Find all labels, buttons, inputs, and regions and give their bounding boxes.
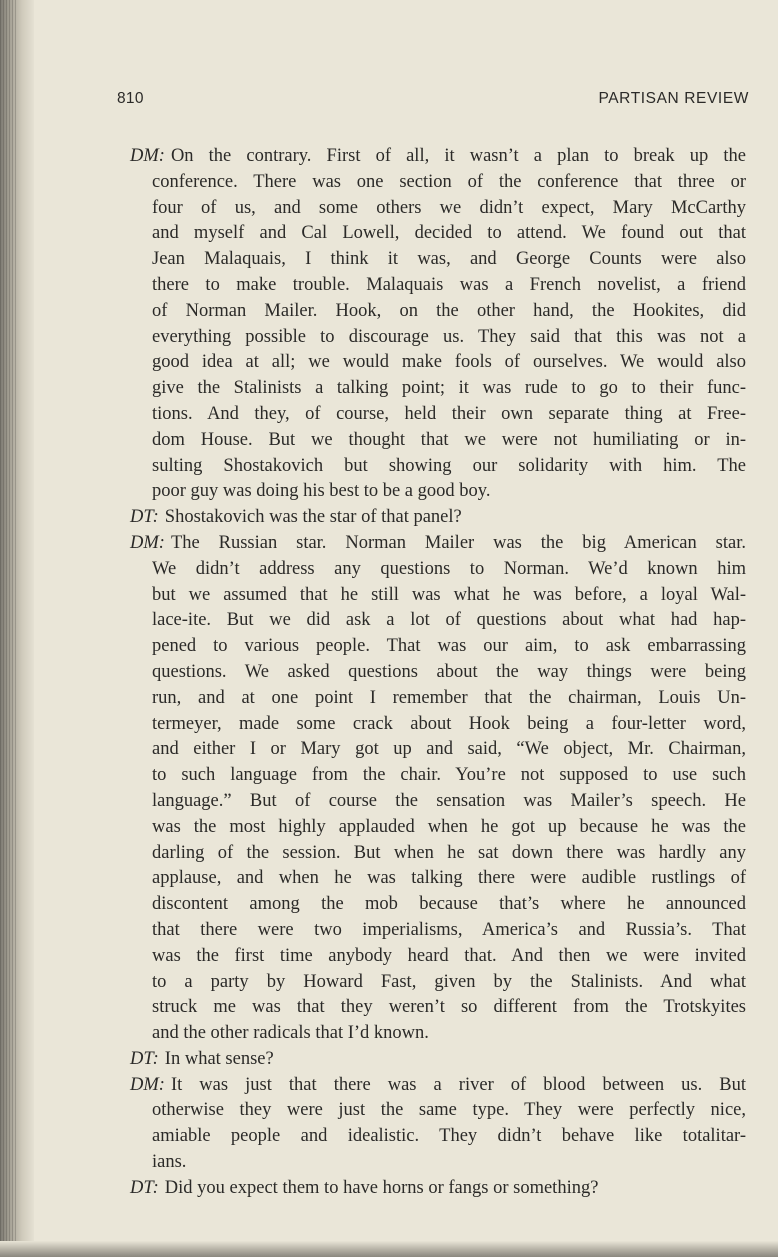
text-line [130, 1073, 746, 1099]
interview-exchange [130, 505, 746, 531]
line-text: It was just that there was a river of blood between us. But [170, 1074, 746, 1095]
text-line [152, 221, 746, 247]
line-text: and either I or Mary got up and said, “We object, Mr. Chairman, [152, 739, 746, 760]
line-text: termeyer, made some crack about Hook being a four-letter word, [152, 713, 746, 734]
text-line [152, 479, 746, 505]
interview-exchange [130, 1047, 746, 1073]
speaker-label: DT: [130, 507, 159, 528]
line-text: poor guy was doing his best to be a good boy. [152, 481, 491, 502]
text-line [152, 944, 746, 970]
text-line [130, 505, 746, 531]
interview-exchange [130, 1073, 746, 1176]
line-text: but we assumed that he still was what he was before, a loyal Wal- [152, 584, 746, 605]
text-line [152, 995, 746, 1021]
line-text: that there were two imperialisms, America’s and Russia’s. That [152, 919, 746, 940]
line-text: run, and at one point I remember that the chairman, Louis Un- [152, 687, 746, 708]
speaker-label: DM: [130, 1074, 165, 1095]
text-line [152, 686, 746, 712]
text-line [152, 789, 746, 815]
text-line [152, 196, 746, 222]
line-text: applause, and when he was talking there were audible rustlings of [152, 868, 746, 889]
text-line [152, 299, 746, 325]
line-text: conference. There was one section of the conference that three or [152, 171, 746, 192]
line-text: The Russian star. Norman Mailer was the big American star. [170, 532, 746, 553]
interview-exchange [130, 144, 746, 505]
text-line [152, 892, 746, 918]
line-text: and the other radicals that I’d known. [152, 1023, 429, 1044]
running-head-title: PARTISAN REVIEW [598, 90, 749, 107]
line-text: Shostakovich was the star of that panel? [164, 507, 462, 528]
text-line [152, 815, 746, 841]
text-line [130, 531, 746, 557]
text-line [152, 1021, 746, 1047]
speaker-label: DM: [130, 146, 165, 166]
text-line [152, 660, 746, 686]
page-number: 810 [117, 90, 144, 107]
line-text: pened to various people. That was our aim, to ask embarrassing [152, 636, 746, 657]
text-line [130, 1047, 746, 1073]
line-text: lace-ite. But we did ask a lot of questions about what had hap- [152, 610, 746, 631]
text-line [152, 608, 746, 634]
text-line [152, 970, 746, 996]
line-text: darling of the session. But when he sat down there was hardly any [152, 842, 746, 863]
line-text: ians. [152, 1152, 187, 1173]
line-text: We didn’t address any questions to Norman. We’d known him [152, 558, 746, 579]
text-line [152, 763, 746, 789]
bottom-page-edge [0, 1241, 778, 1257]
text-line [152, 376, 746, 402]
line-text: In what sense? [164, 1048, 274, 1069]
line-text: sulting Shostakovich but showing our solidarity with him. The [152, 455, 746, 476]
line-text: was the most highly applauded when he got up because he was the [152, 816, 746, 837]
line-text: Did you expect them to have horns or fangs or something? [164, 1177, 599, 1198]
line-text: tions. And they, of course, held their own separate thing at Free- [152, 403, 746, 424]
line-text: discontent among the mob because that’s where he announced [152, 894, 746, 915]
line-text: to a party by Howard Fast, given by the Stalinists. And what [152, 971, 746, 992]
text-line [130, 1176, 746, 1202]
text-line [152, 557, 746, 583]
line-text: struck me was that they weren’t so different from the Trotskyites [152, 997, 746, 1018]
interview-exchange [130, 531, 746, 1047]
text-line [152, 247, 746, 273]
line-text: everything possible to discourage us. They said that this was not a [152, 326, 746, 347]
interview-exchange [130, 1176, 746, 1202]
speaker-label: DT: [130, 1048, 159, 1069]
line-text: of Norman Mailer. Hook, on the other hand, the Hookites, did [152, 300, 746, 321]
speaker-label: DM: [130, 532, 165, 553]
text-line [130, 144, 746, 170]
text-line [152, 325, 746, 351]
line-text: language.” But of course the sensation was Mailer’s speech. He [152, 790, 746, 811]
line-text: On the contrary. First of all, it wasn’t a plan to break up the [170, 146, 746, 166]
text-line [152, 918, 746, 944]
text-line [152, 428, 746, 454]
text-line [152, 273, 746, 299]
line-text: to such language from the chair. You’re not supposed to use such [152, 765, 746, 786]
text-line [152, 841, 746, 867]
line-text: was the first time anybody heard that. And then we were invited [152, 945, 746, 966]
line-text: questions. We asked questions about the way things were being [152, 661, 746, 682]
line-text: good idea at all; we would make fools of ourselves. We would also [152, 352, 746, 373]
text-line [152, 737, 746, 763]
page-edge-lines [0, 0, 18, 1257]
line-text: amiable people and idealistic. They didn’t behave like totalitar- [152, 1126, 746, 1147]
speaker-label: DT: [130, 1177, 159, 1198]
interview-transcript [130, 144, 746, 1202]
text-line [152, 402, 746, 428]
line-text: there to make trouble. Malaquais was a French novelist, a friend [152, 274, 746, 295]
text-line [152, 866, 746, 892]
text-line [152, 1098, 746, 1124]
line-text: Jean Malaquais, I think it was, and George Counts were also [152, 249, 746, 270]
text-line [152, 350, 746, 376]
line-text: four of us, and some others we didn’t expect, Mary McCarthy [152, 197, 746, 218]
text-line [152, 712, 746, 738]
text-line [152, 1150, 746, 1176]
running-header [117, 90, 749, 114]
text-line [152, 1124, 746, 1150]
line-text: and myself and Cal Lowell, decided to attend. We found out that [152, 223, 746, 244]
text-line [152, 454, 746, 480]
text-line [152, 583, 746, 609]
text-line [152, 170, 746, 196]
text-line [152, 634, 746, 660]
line-text: otherwise they were just the same type. They were perfectly nice, [152, 1100, 746, 1121]
line-text: give the Stalinists a talking point; it was rude to go to their func- [152, 378, 746, 399]
line-text: dom House. But we thought that we were not humiliating or in- [152, 429, 746, 450]
